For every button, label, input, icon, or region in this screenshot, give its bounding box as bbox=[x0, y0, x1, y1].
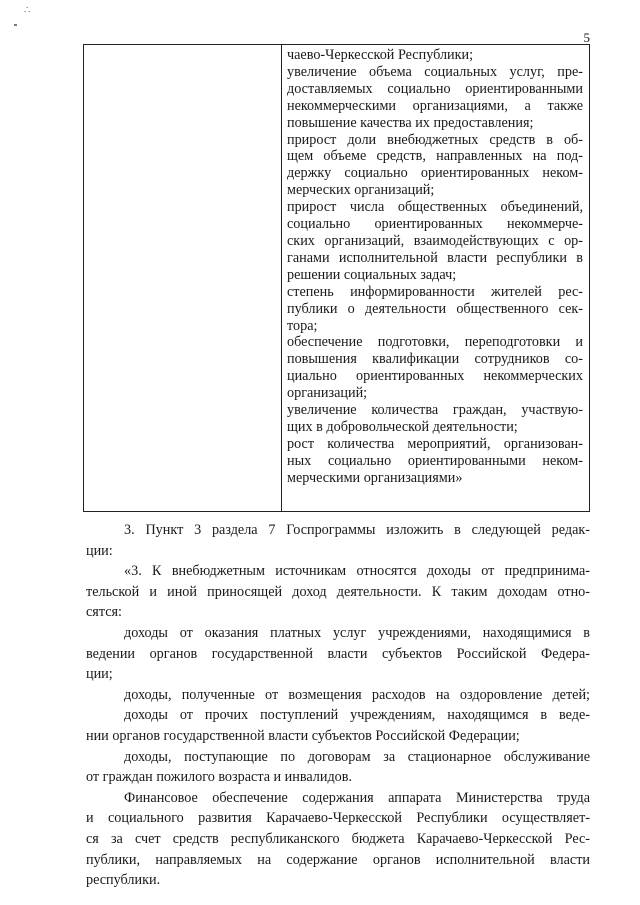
body-text-line: ся за счет средств республиканского бюджета Карачаево-Черкесской Рес- bbox=[86, 830, 590, 847]
body-text-line: нии органов государственной власти субъектов Российской Федерации; bbox=[86, 727, 520, 744]
body-text-line: 3. Пункт 3 раздела 7 Госпрограммы изложить в следующей редак- bbox=[124, 522, 590, 538]
table-text-line: щем объеме средств, направленных на под- bbox=[287, 148, 583, 165]
body-text-line: доходы от прочих поступлений учреждениям, находящимся в веде- bbox=[124, 707, 590, 724]
table-text-line: мерческих организаций; bbox=[287, 182, 435, 199]
table-text-line: рост количества мероприятий, организован- bbox=[287, 435, 583, 452]
table-text-line: чаево-Черкесской Республики; bbox=[287, 47, 474, 63]
table-text-line: решении социальных задач; bbox=[287, 266, 457, 283]
table-text-line: степень информированности жителей рес- bbox=[287, 283, 583, 300]
table-left-cell bbox=[84, 45, 282, 511]
table-text-line: социально ориентированных некоммерче- bbox=[287, 216, 583, 233]
table-text-line: увеличение объема социальных услуг, пре- bbox=[287, 63, 583, 80]
table-text-line: ганами исполнительной власти республики в bbox=[287, 249, 583, 266]
table-text-line: публики о деятельности общественного сек- bbox=[287, 300, 583, 317]
table-text-line: ных социально ориентированными неком- bbox=[287, 452, 583, 469]
document-body bbox=[86, 520, 590, 891]
table-text-line: держку социально ориентированных неком- bbox=[287, 165, 583, 182]
table-text-line: циально ориентированных некоммерческих bbox=[287, 368, 583, 385]
body-text-line: публики, направляемых на содержание органов исполнительной власти bbox=[86, 851, 590, 868]
table-text-line: ских организаций, взаимодействующих с ор- bbox=[287, 232, 583, 249]
table-text-line: тора; bbox=[287, 317, 318, 334]
body-text-line: ведении органов государственной власти субъектов Российской Федера- bbox=[86, 645, 590, 662]
body-text-line: доходы от оказания платных услуг учреждениями, находящимися в bbox=[124, 624, 590, 641]
body-text-line: доходы, полученные от возмещения расходов на оздоровление детей; bbox=[124, 686, 590, 703]
table-text-line: прирост доли внебюджетных средств в об- bbox=[287, 131, 583, 148]
body-text-line: и социального развития Карачаево-Черкесской Республики осуществляет- bbox=[86, 810, 590, 827]
table-text-line: обеспечение подготовки, переподготовки и bbox=[287, 334, 583, 351]
body-text-line: от граждан пожилого возраста и инвалидов. bbox=[86, 769, 353, 786]
table-text-line: некоммерческими организациями, а также bbox=[287, 97, 583, 114]
scan-speck bbox=[14, 24, 17, 26]
body-text-line: доходы, поступающие по договорам за стационарное обслуживание bbox=[124, 748, 590, 765]
table-text-line: увеличение количества граждан, участвую- bbox=[287, 402, 583, 419]
body-text-line: «3. К внебюджетным источникам относятся доходы от предпринима- bbox=[124, 563, 590, 580]
table-text-line: доставляемых социально ориентированными bbox=[287, 80, 583, 97]
scan-mark: ∴ bbox=[24, 5, 31, 16]
indicators-table bbox=[83, 44, 590, 512]
body-text-line: сятся: bbox=[86, 604, 122, 621]
table-text-line: мерческими организациями» bbox=[287, 469, 463, 486]
table-text-line: повышения квалификации сотрудников со- bbox=[287, 351, 583, 368]
table-text-line: щих в добровольческой деятельности; bbox=[287, 418, 518, 435]
body-text-line: тельской и иной приносящей доход деятельности. К таким доходам отно- bbox=[86, 583, 590, 600]
table-text-line: организаций; bbox=[287, 385, 368, 402]
body-text-line: ции; bbox=[86, 666, 113, 683]
table-text-line: прирост числа общественных объединений, bbox=[287, 199, 583, 216]
body-text-line: ции: bbox=[86, 542, 113, 559]
table-text-line: повышение качества их предоставления; bbox=[287, 114, 534, 131]
table-right-cell bbox=[287, 47, 583, 487]
body-text-line: Финансовое обеспечение содержания аппарата Министерства труда bbox=[124, 789, 590, 806]
body-text-line: республики. bbox=[86, 872, 161, 889]
page-number: 5 bbox=[583, 30, 590, 45]
